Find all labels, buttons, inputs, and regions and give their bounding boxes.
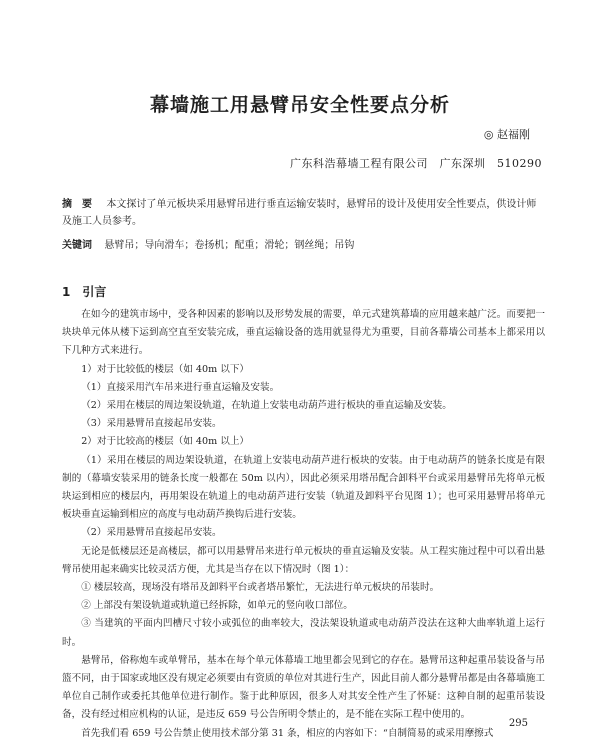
paragraph: 悬臂吊，俗称炮车或单臂吊，基本在每个单元体幕墙工地里都会见到它的存在。悬臂吊这种起重吊装设备与吊篮不同，由于国家或地区没有规定必须要由有资质的单位对其进行生产，因此目前人都分悬臂吊都是由各幕墙施工单位自己制作或委托其他单位进行制作。鉴于此种原因，很多人对其安全性产生了怀疑：这种自制的起重吊装设备，没有经过相应机构的认证，是违反 659 号公告所明令禁止的，是不能在实际工程中使用的。 bbox=[62, 654, 545, 721]
list-item: （3）采用悬臂吊直接起吊安装。 bbox=[81, 418, 222, 430]
keywords-label: 关键词 bbox=[62, 240, 92, 251]
list-item: ② 上部没有架设轨道或轨道已经拆除，如单元的竖向收口部位。 bbox=[81, 600, 353, 612]
keywords bbox=[62, 236, 542, 251]
list-item: （2）采用悬臂吊直接起吊安装。 bbox=[81, 527, 222, 539]
paragraph: 无论是低楼层还是高楼层，都可以用悬臂吊来进行单元板块的垂直运输及安装。从工程实施过程中可以看出悬臂吊使用起来确实比较灵活方便，尤其是当存在以下情况时（图 1）： bbox=[62, 545, 545, 575]
abstract-label: 摘 要 bbox=[62, 199, 92, 210]
abstract bbox=[62, 196, 542, 230]
page-number: 295 bbox=[508, 718, 528, 729]
list-item: 1）对于比较低的楼层（如 40m 以下） bbox=[81, 363, 250, 375]
author-affiliation: 广东科浩幕墙工程有限公司 广东深圳 510290 bbox=[290, 157, 542, 170]
keywords-text: 悬臂吊；导向滑车；卷扬机；配重；滑轮；钢丝绳；吊钩 bbox=[104, 240, 355, 251]
body-text bbox=[62, 306, 545, 743]
list-item: （1）直接采用汽车吊来进行垂直运输及安装。 bbox=[81, 381, 280, 393]
paragraph: 在如今的建筑市场中，受各种因素的影响以及形势发展的需要，单元式建筑幕墙的应用越来越广泛。而要把一块块单元体从楼下运到高空直至安装完成，垂直运输设备的选用就显得尤为重要，目前各幕墙公司基本上都采用以下几种方式来进行。 bbox=[62, 309, 545, 357]
section-heading-introduction: 1 引言 bbox=[62, 285, 107, 299]
list-item: （2）采用在楼层的周边架设轨道，在轨道上安装电动葫芦进行板块的垂直运输及安装。 bbox=[81, 400, 452, 412]
paragraph: 首先我们看 659 号公告禁止使用技术部分第 31 条，相应的内容如下：“自制简易的或采用摩擦式 bbox=[81, 727, 494, 739]
paragraph: （1）采用在楼层的周边架设轨道，在轨道上安装电动葫芦进行板块的安装。由于电动葫芦的链条长度是有限制的（幕墙安装采用的链条长度一般都在 50m 以内），因此必须采用塔吊配合卸料平台或采用悬臂吊先将单元板块运到相应的楼层内，再用架设在轨道上的电动葫芦进行安装（轨道及卸料平台见图 1）；也可采用悬臂吊将单元板块垂直运输到相应的高度与电动葫芦换钩后进行安装。 bbox=[62, 454, 545, 521]
abstract-text: 本文探讨了单元板块采用悬臂吊进行垂直运输安装时，悬臂吊的设计及使用安全性要点，供设计师及施工人员参考。 bbox=[62, 199, 537, 227]
list-item: ③ 当建筑的平面内凹槽尺寸较小或弧位的曲率较大，没法架设轨道或电动葫芦没法在这种大曲率轨道上运行时。 bbox=[62, 618, 545, 648]
list-item: 2）对于比较高的楼层（如 40m 以上） bbox=[81, 436, 250, 448]
page-title: 幕墙施工用悬臂吊安全性要点分析 bbox=[149, 94, 450, 116]
list-item: ① 楼层较高，现场没有塔吊及卸料平台或者塔吊繁忙，无法进行单元板块的吊装时。 bbox=[81, 582, 440, 594]
author-name: ◎ 赵福刚 bbox=[483, 128, 530, 141]
